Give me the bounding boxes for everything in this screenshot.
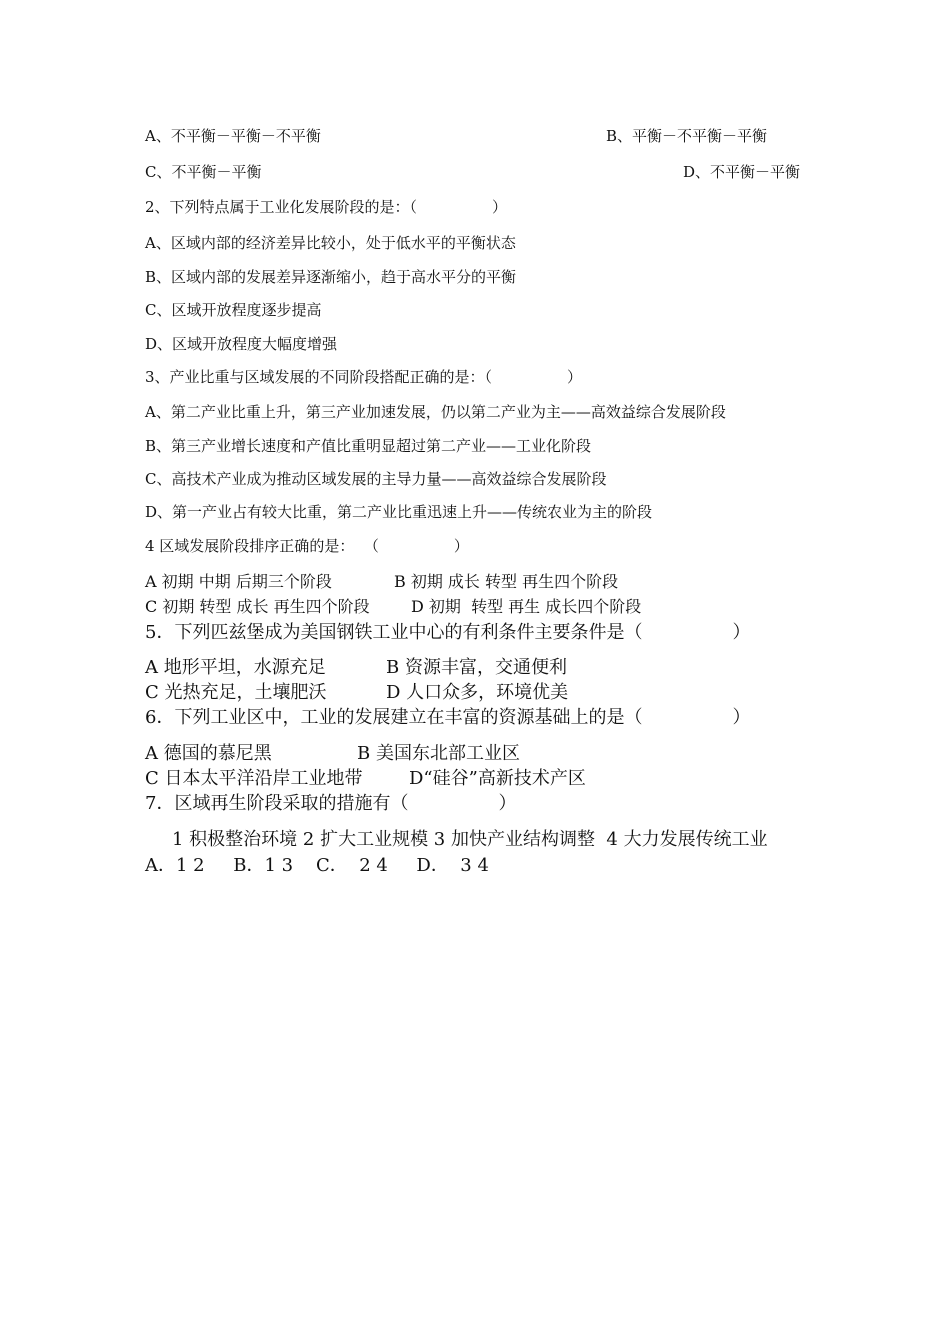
q7-stem: 7．区域再生阶段采取的措施有（ ） — [145, 793, 517, 814]
q3-option-d: D、第一产业占有较大比重，第二产业比重迅速上升——传统农业为主的阶段 — [145, 503, 653, 521]
q3-option-b: B、第三产业增长速度和产值比重明显超过第二产业——工业化阶段 — [145, 437, 592, 455]
q2-option-c: C、区域开放程度逐步提高 — [145, 301, 322, 319]
q4-option-c: C 初期 转型 成长 再生四个阶段 — [145, 597, 370, 616]
q3-option-a: A、第二产业比重上升，第三产业加速发展，仍以第二产业为主——高效益综合发展阶段 — [145, 403, 726, 421]
q4-option-b: B 初期 成长 转型 再生四个阶段 — [394, 572, 619, 591]
q3-stem: 3、产业比重与区域发展的不同阶段搭配正确的是：（ ） — [145, 368, 583, 386]
q1-option-b: B、平衡－不平衡－平衡 — [606, 127, 768, 145]
q6-option-c: C 日本太平洋沿岸工业地带 — [145, 768, 363, 789]
q6-option-a: A 德国的慕尼黑 — [145, 743, 272, 764]
q1-option-c: C、不平衡－平衡 — [145, 163, 262, 181]
q2-option-a: A、区域内部的经济差异比较小，处于低水平的平衡状态 — [145, 234, 516, 252]
q4-stem: 4 区域发展阶段排序正确的是： （ ） — [145, 537, 469, 555]
q6-stem: 6．下列工业区中，工业的发展建立在丰富的资源基础上的是（ ） — [145, 707, 751, 728]
q5-option-c: C 光热充足，土壤肥沃 — [145, 682, 327, 703]
q2-stem: 2、下列特点属于工业化发展阶段的是：（ ） — [145, 198, 508, 216]
q5-option-a: A 地形平坦，水源充足 — [145, 657, 326, 678]
q4-option-a: A 初期 中期 后期三个阶段 — [145, 572, 332, 591]
q1-option-a: A、不平衡－平衡－不平衡 — [145, 127, 321, 145]
q5-stem: 5．下列匹兹堡成为美国钢铁工业中心的有利条件主要条件是（ ） — [145, 622, 751, 643]
q4-option-d: D 初期 转型 再生 成长四个阶段 — [411, 597, 642, 616]
q7-items: 1 积极整治环境 2 扩大工业规模 3 加快产业结构调整 4 大力发展传统工业 — [172, 829, 768, 850]
q6-option-d: D“硅谷”高新技术产区 — [409, 768, 586, 789]
q6-option-b: B 美国东北部工业区 — [357, 743, 520, 764]
q2-option-d: D、区域开放程度大幅度增强 — [145, 335, 338, 353]
q7-choices: A．1 2 B．1 3 C． 2 4 D． 3 4 — [145, 855, 489, 876]
q1-option-d: D、不平衡－平衡 — [683, 163, 801, 181]
q5-option-d: D 人口众多，环境优美 — [386, 682, 569, 703]
q3-option-c: C、高技术产业成为推动区域发展的主导力量——高效益综合发展阶段 — [145, 470, 607, 488]
q5-option-b: B 资源丰富，交通便利 — [386, 657, 567, 678]
q2-option-b: B、区域内部的发展差异逐渐缩小，趋于高水平分的平衡 — [145, 268, 517, 286]
